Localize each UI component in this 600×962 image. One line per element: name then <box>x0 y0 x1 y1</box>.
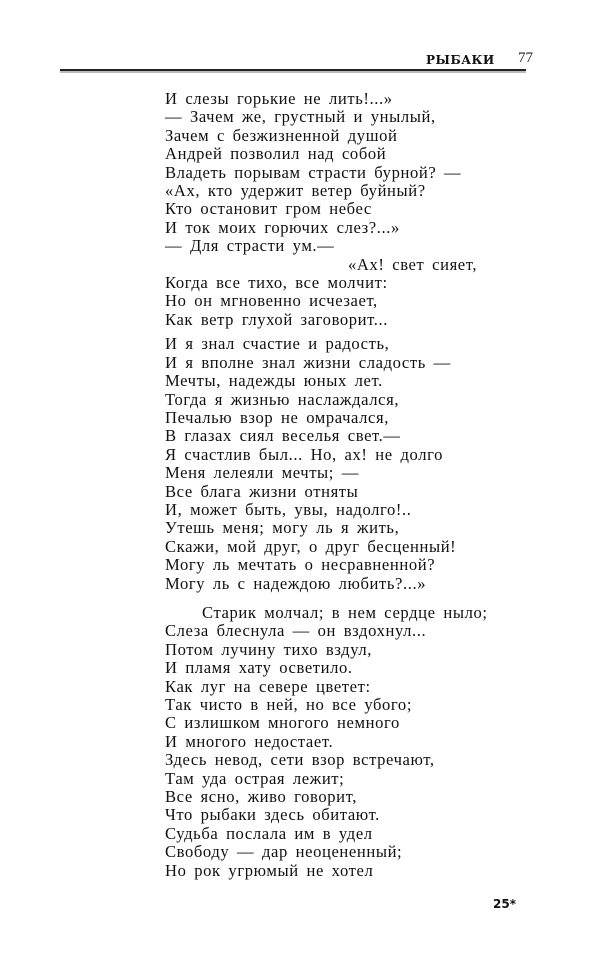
stanza-2 <box>165 335 525 593</box>
verse-line: Так чисто в ней, но все убого; <box>165 695 413 714</box>
verse-line-indented: «Ах! свет сияет, <box>348 254 478 274</box>
verse-line: Все ясно, живо говорит, <box>165 787 357 807</box>
verse-line: И я знал счастие и радость, <box>165 334 390 354</box>
verse-line: Все блага жизни отняты <box>165 481 359 501</box>
verse-line: Скажи, мой друг, о друг бесценный! <box>165 536 457 556</box>
running-head-title: РЫБАКИ <box>426 53 495 67</box>
signature-mark: 25* <box>493 897 516 911</box>
verse-line: И слезы горькие не лить!...» <box>165 89 393 108</box>
verse-line: Что рыбаки здесь обитают. <box>165 805 380 825</box>
verse-line: Кто остановит гром небес <box>165 199 372 219</box>
verse-line: Когда все тихо, все молчит: <box>165 273 388 293</box>
verse-line: И я вполне знал жизни сладость — <box>165 352 451 372</box>
verse-line: Но он мгновенно исчезает, <box>165 291 378 311</box>
verse-line: Владеть порывам страсти бурной? — <box>165 162 462 182</box>
verse-line: Могу ль мечтать о несравненной? <box>165 555 436 575</box>
verse-line: Как луг на севере цветет: <box>165 676 371 696</box>
verse-line: Тогда я жизнью наслаждался, <box>165 389 400 409</box>
verse-line: Потом лучину тихо вздул, <box>165 639 373 659</box>
verse-line: Слеза блеснула — он вздохнул... <box>165 621 427 641</box>
header-rule-divider <box>60 69 526 71</box>
verse-line: Мечты, надежды юных лет. <box>165 371 383 391</box>
verse-line: Здесь невод, сети взор встречают, <box>165 750 435 770</box>
verse-line: — Зачем же, грустный и унылый, <box>165 107 436 127</box>
page-number: 77 <box>518 50 533 66</box>
verse-line: Меня лелеяли мечты; — <box>165 463 359 483</box>
verse-line: И ток моих горючих слез?...» <box>165 217 400 237</box>
verse-line: Могу ль с надеждою любить?...» <box>165 573 427 593</box>
stanza-1 <box>165 90 525 329</box>
verse-line: С излишком многого немного <box>165 713 400 733</box>
verse-line: Свободу — дар неоцененный; <box>165 842 403 862</box>
verse-line: Утешь меня; могу ль я жить, <box>165 518 400 538</box>
verse-line: Андрей позволил над собой <box>165 144 387 164</box>
verse-line: — Для страсти ум.— <box>165 236 335 256</box>
verse-line: Там уда острая лежит; <box>165 768 345 788</box>
verse-line: Судьба послала им в удел <box>165 823 373 843</box>
verse-line-indented: Старик молчал; в нем сердце ныло; <box>202 602 488 622</box>
verse-line: В глазах сиял веселья свет.— <box>165 426 401 446</box>
verse-line: Я счастлив был... Но, ах! не долго <box>165 444 443 464</box>
verse-line: И многого недостает. <box>165 731 334 751</box>
verse-line: Печалью взор не омрачался, <box>165 407 389 427</box>
verse-line: Зачем с безжизненной душой <box>165 125 398 145</box>
poem-body <box>165 90 525 880</box>
verse-line: И пламя хату осветило. <box>165 658 353 678</box>
stanza-3 <box>165 604 525 880</box>
verse-line: И, может быть, увы, надолго!.. <box>165 499 412 519</box>
verse-line: «Ах, кто удержит ветер буйный? <box>165 181 426 201</box>
verse-line: Но рок угрюмый не хотел <box>165 860 374 880</box>
verse-line: Как ветр глухой заговорит... <box>165 309 389 329</box>
running-head <box>0 50 600 70</box>
